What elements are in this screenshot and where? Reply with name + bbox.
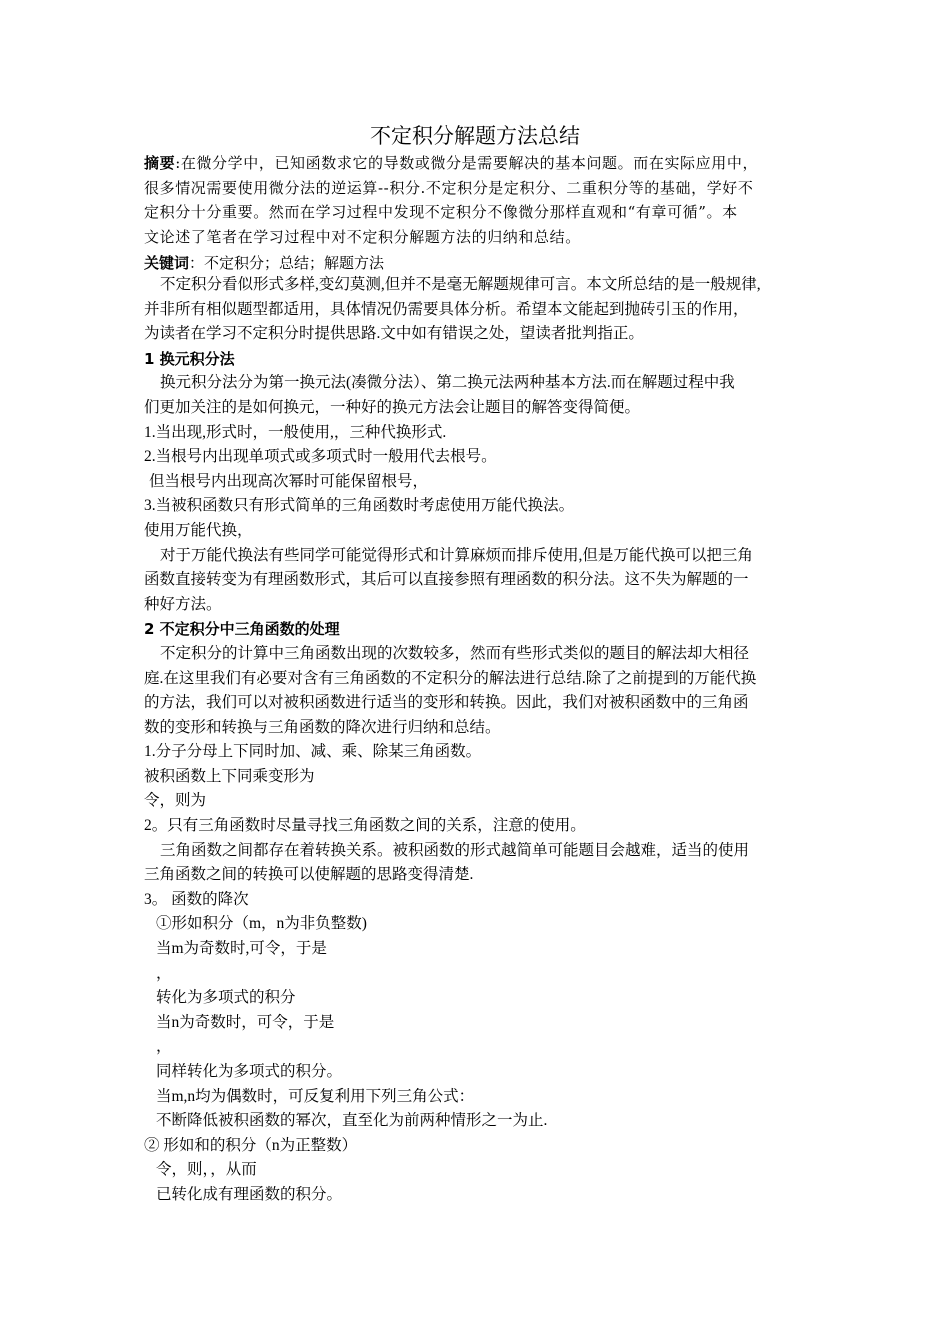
text-line: 2.当根号内出现单项式或多项式时一般用代去根号。 bbox=[144, 448, 497, 466]
abstract-line: 文论述了笔者在学习过程中对不定积分解题方法的归纳和总结。 bbox=[144, 227, 581, 246]
text-line: 换元积分法分为第一换元法(凑微分法）、第二换元法两种基本方法.而在解题过程中我 bbox=[160, 374, 735, 392]
abstract-line: 很多情况需要使用微分法的逆运算--积分.不定积分是定积分、二重积分等的基础，学好不 bbox=[144, 178, 754, 197]
text-line: 令，则，，从而 bbox=[156, 1161, 257, 1179]
document-title: 不定积分解题方法总结 bbox=[370, 124, 580, 148]
text-line: 3。 函数的降次 bbox=[144, 890, 249, 908]
text-line: 转化为多项式的积分 bbox=[156, 989, 296, 1007]
text-line: 当n为奇数时，可令，于是 bbox=[156, 1013, 335, 1031]
text-line: 不断降低被积函数的幂次，直至化为前两种情形之一为止. bbox=[156, 1112, 548, 1130]
text-line: 函数直接转变为有理函数形式，其后可以直接参照有理函数的积分法。这不失为解题的一 bbox=[144, 571, 749, 589]
keywords bbox=[144, 252, 814, 275]
text-line: 3.当被积函数只有形式简单的三角函数时考虑使用万能代换法。 bbox=[144, 497, 575, 515]
text-line: 三角函数之间都存在着转换关系。被积函数的形式越简单可能题目会越难，适当的使用 bbox=[160, 841, 750, 859]
keywords-label: 关键词 bbox=[144, 254, 190, 272]
text-line: ② 形如和的积分（n为正整数） bbox=[144, 1136, 358, 1154]
text-line: 当m为奇数时,可令，于是 bbox=[156, 940, 327, 958]
text-line: 并非所有相似题型都适用，具体情况仍需要具体分析。希望本文能起到抛砖引玉的作用， bbox=[144, 300, 749, 318]
text-line: ， bbox=[156, 1038, 172, 1056]
text-line: 当m,n均为偶数时，可反复利用下列三角公式： bbox=[156, 1087, 475, 1105]
text-line: 令，则为 bbox=[144, 792, 207, 810]
text-line: 2。只有三角函数时尽量寻找三角函数之间的关系，注意的使用。 bbox=[144, 817, 586, 835]
abstract-line: 定积分十分重要。然而在学习过程中发现不定积分不像微分那样直观和“有章可循”。本 bbox=[144, 203, 738, 222]
text-line: 不定积分的计算中三角函数出现的次数较多，然而有些形式类似的题目的解法却大相径 bbox=[160, 644, 750, 662]
section-heading: 1 换元积分法 bbox=[144, 349, 235, 368]
abstract-line: :在微分学中，已知函数求它的导数或微分是需要解决的基本问题。而在实际应用中， bbox=[175, 154, 759, 172]
text-line: 对于万能代换法有些同学可能觉得形式和计算麻烦而排斥使用,但是万能代换可以把三角 bbox=[160, 546, 753, 564]
text-line: 庭.在这里我们有必要对含有三角函数的不定积分的解法进行总结.除了之前提到的万能代换 bbox=[144, 669, 757, 687]
body-text bbox=[144, 273, 814, 1208]
keywords-text: ：不定积分；总结；解题方法 bbox=[189, 256, 385, 272]
text-line: 被积函数上下同乘变形为 bbox=[144, 767, 315, 785]
text-line: 1.分子分母上下同时加、减、乘、除某三角函数。 bbox=[144, 743, 482, 761]
text-line: 为读者在学习不定积分时提供思路.文中如有错误之处，望读者批判指正。 bbox=[144, 325, 644, 343]
abstract-label: 摘要 bbox=[144, 154, 176, 172]
text-line: 的方法，我们可以对被积函数进行适当的变形和转换。因此，我们对被积函数中的三角函 bbox=[144, 694, 749, 712]
text-line: 已转化成有理函数的积分。 bbox=[156, 1185, 343, 1203]
text-line: 1.当出现,形式时，一般使用,，三种代换形式. bbox=[144, 423, 447, 441]
text-line: ， bbox=[156, 964, 172, 982]
text-line: 数的变形和转换与三角函数的降次进行归纳和总结。 bbox=[144, 718, 501, 736]
text-line: 不定积分看似形式多样,变幻莫测,但并不是毫无解题规律可言。本文所总结的是一般规律, bbox=[160, 276, 761, 293]
text-line: 三角函数之间的转换可以使解题的思路变得清楚. bbox=[144, 866, 474, 884]
text-line: 们更加关注的是如何换元，一种好的换元方法会让题目的解答变得简便。 bbox=[144, 398, 641, 416]
text-line: 但当根号内出现高次幂时可能保留根号， bbox=[149, 472, 429, 490]
abstract bbox=[144, 151, 814, 249]
text-line: 使用万能代换， bbox=[144, 521, 253, 539]
section-heading: 2 不定积分中三角函数的处理 bbox=[144, 620, 340, 639]
text-line: 同样转化为多项式的积分。 bbox=[156, 1063, 343, 1080]
text-line: 种好方法。 bbox=[144, 595, 222, 613]
text-line: ①形如积分（m，n为非负整数) bbox=[156, 915, 367, 933]
